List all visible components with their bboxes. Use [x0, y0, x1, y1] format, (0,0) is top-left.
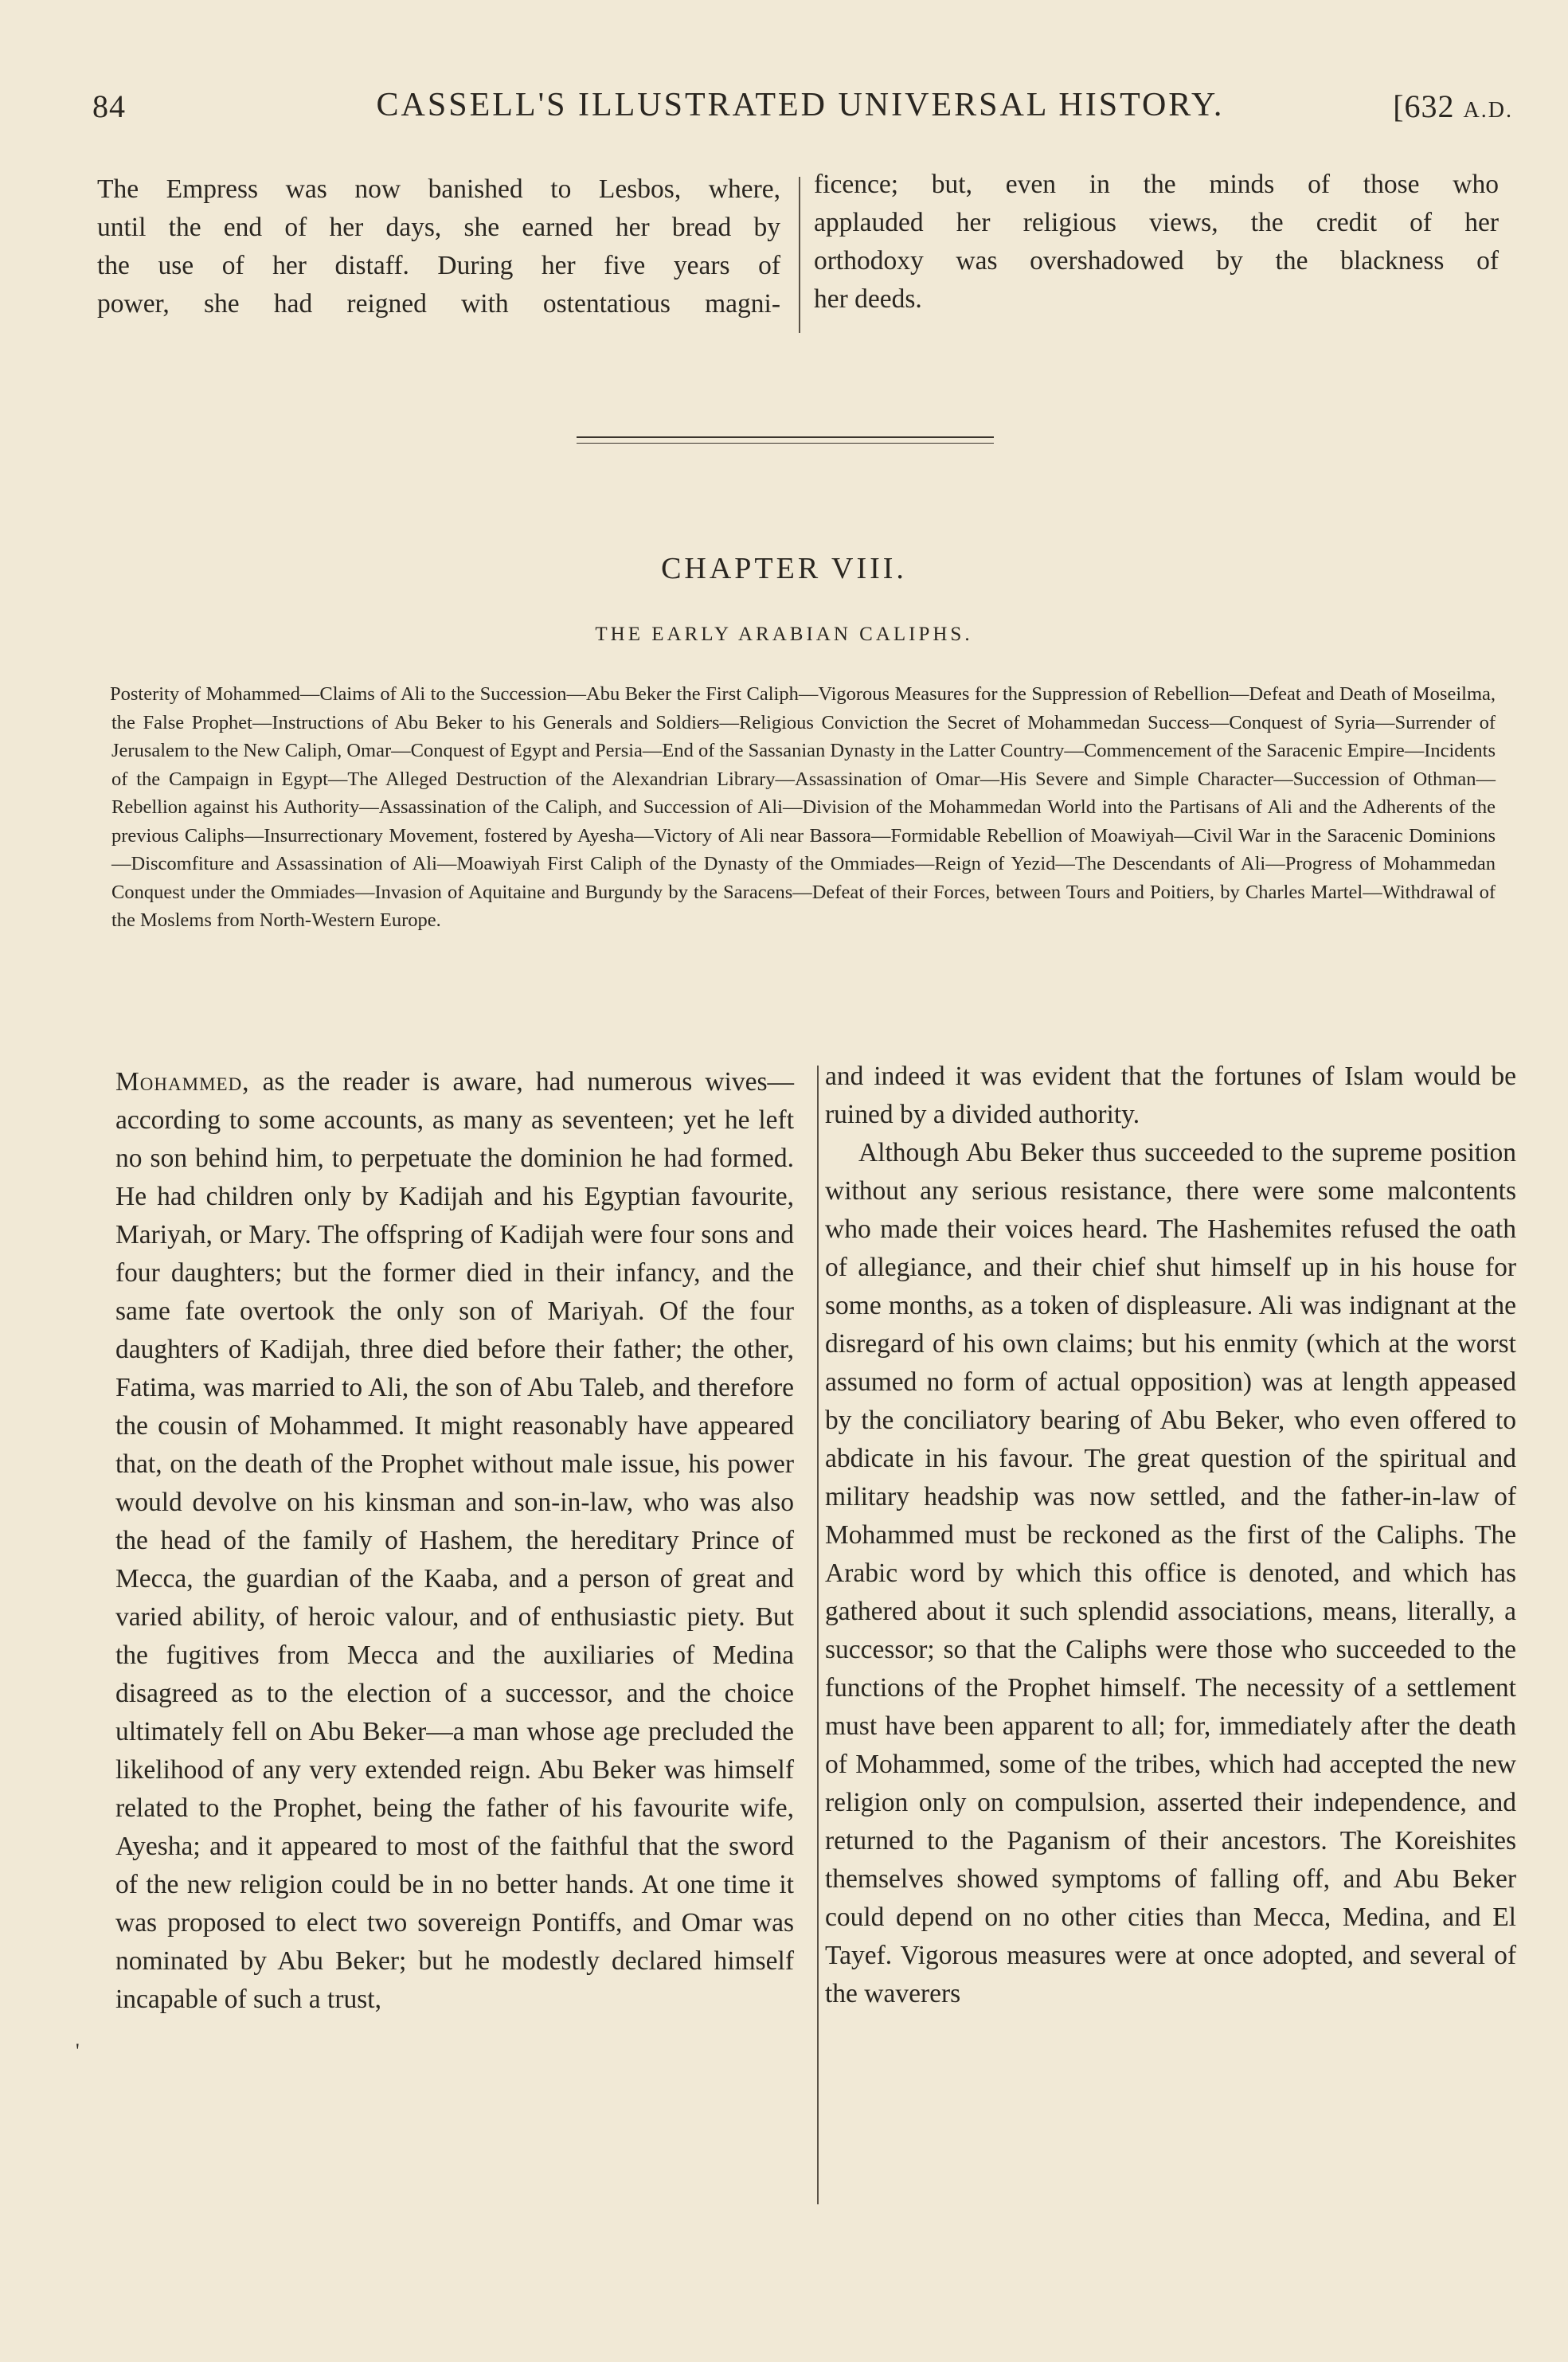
running-head: [88, 86, 1513, 131]
margin-mark: ': [76, 2039, 80, 2063]
chapter-synopsis: Posterity of Mohammed—Claims of Ali to the Succession—Abu Beker the First Caliph—Vigorous Measures for the Suppression of Rebellion—Defeat and Death of Moseilma, the False Prophet—Instructions of Abu Beker to his Generals and Soldiers—Religious Conviction the Secret of Mohammedan Success—Conquest of Syria—Surrender of Jerusalem to the New Caliph, Omar—Conquest of Egypt and Persia—End of the Sassanian Dynasty in the Latter Country—Commencement of the Saracenic Empire—Incidents of the Campaign in Egypt—The Alleged Destruction of the Alexandrian Library—Assassination of Omar—His Severe and Simple Character—Succession of Othman—Rebellion against his Authority—Assassination of the Caliph, and Succession of Ali—Division of the Mohammedan World into the Partisans of Ali and the Adherents of the previous Caliphs—Insurrectionary Movement, fostered by Ayesha—Victory of Ali near Bassora—Formidable Rebellion of Moawiyah—Civil War in the Saracenic Dominions—Discomfiture and Assassination of Ali—Moawiyah First Caliph of the Dynasty of the Ommiades—Reign of Yezid—The Descendants of Ali—Progress of Mohammedan Conquest under the Ommiades—Invasion of Aquitaine and Burgundy by the Saracens—Defeat of their Forces, between Tours and Poitiers, by Charles Martel—Withdrawal of the Moslems from North-Western Europe.: [110, 683, 1496, 931]
body-paragraph: [115, 1063, 794, 2019]
opening-word: Mohammed,: [115, 1067, 250, 1097]
top-left-column: [97, 170, 780, 323]
date-suffix: A.D.: [1463, 98, 1513, 123]
chapter-rule-upper: [577, 436, 994, 438]
page-number: 84: [92, 88, 126, 124]
body-left-column: [115, 1063, 794, 2019]
text-line: power, she had reigned with ostentatious magni-: [97, 289, 780, 319]
top-right-column: [814, 166, 1499, 319]
text-line: applauded her religious views, the credit of her: [814, 208, 1499, 237]
text-line: until the end of her days, she earned her bread by: [97, 213, 780, 242]
date-prefix: [632: [1393, 88, 1455, 124]
column-divider: [817, 1066, 819, 2204]
chapter-heading: CHAPTER VIII.: [661, 552, 907, 585]
paragraph-text: as the reader is aware, had numerous wives—according to some accounts, as many as seventeen; yet he left no son behind him, to perpetuate the dominion he had formed. He had children only by Kadijah and his Egyptian favourite, Mariyah, or Mary. The offspring of Kadijah were four sons and four daughters; but the former died in their infancy, and the same fate overtook the only son of Mariyah. Of the four daughters of Kadijah, three died before their father; the other, Fatima, was married to Ali, the son of Abu Taleb, and therefore the cousin of Mohammed. It might reasonably have appeared that, on the death of the Prophet without male issue, his power would devolve on his kinsman and son-in-law, who was also the head of the family of Hashem, the hereditary Prince of Mecca, the guardian of the Kaaba, and a person of great and varied ability, of heroic valour, and of enthusiastic piety. But the fugitives from Mecca and the auxiliaries of Medina disagreed as to the election of a successor, and the choice ultimately fell on Abu Beker—a man whose age precluded the likelihood of any very extended reign. Abu Beker was himself related to the Prophet, being the father of his favourite wife, Ayesha; and it appeared to most of the faithful that the sword of the new religion could be in no better hands. At one time it was proposed to elect two sovereign Pontiffs, and Omar was nominated by Abu Beker; but he modestly declared himself incapable of such a trust,: [115, 1067, 794, 2014]
text-line: orthodoxy was overshadowed by the blackness of: [814, 246, 1499, 276]
body-right-column: [825, 1058, 1516, 2013]
running-title: CASSELL'S ILLUSTRATED UNIVERSAL HISTORY.: [376, 87, 1225, 123]
text-line: ficence; but, even in the minds of those who: [814, 170, 1499, 199]
running-date: [1393, 88, 1513, 125]
column-divider: [799, 177, 800, 333]
text-line: The Empress was now banished to Lesbos, where,: [97, 174, 780, 204]
chapter-subtitle: THE EARLY ARABIAN CALIPHS.: [595, 624, 973, 645]
text-line: her deeds.: [814, 284, 922, 314]
body-paragraph: Although Abu Beker thus succeeded to the supreme position without any serious resistance, there were some malcontents who made their voices heard. The Hashemites refused the oath of allegiance, and their chief shut himself up in his house for some months, as a token of displeasure. Ali was indignant at the disregard of his own claims; but his enmity (which at the worst assumed no form of actual opposition) was at length appeased by the conciliatory bearing of Abu Beker, who even offered to abdicate in his favour. The great question of the spiritual and military headship was now settled, and the father-in-law of Mohammed must be reckoned as the first of the Caliphs. The Arabic word by which this office is denoted, and which has gathered about it such splendid associations, means, literally, a successor; so that the Caliphs were those who succeeded to the functions of the Prophet himself. The necessity of a settlement must have been apparent to all; for, immediately after the death of Mohammed, some of the tribes, which had accepted the new religion only on compulsion, asserted their independence, and returned to the Paganism of their ancestors. The Koreishites themselves showed symptoms of falling off, and Abu Beker could depend on no other cities than Mecca, Medina, and El Tayef. Vigorous measures were at once adopted, and several of the waverers: [825, 1138, 1516, 2008]
chapter-rule-lower: [577, 443, 994, 444]
body-paragraph: and indeed it was evident that the fortunes of Islam would be ruined by a divided authority.: [825, 1062, 1516, 1129]
text-line: the use of her distaff. During her five years of: [97, 251, 780, 280]
